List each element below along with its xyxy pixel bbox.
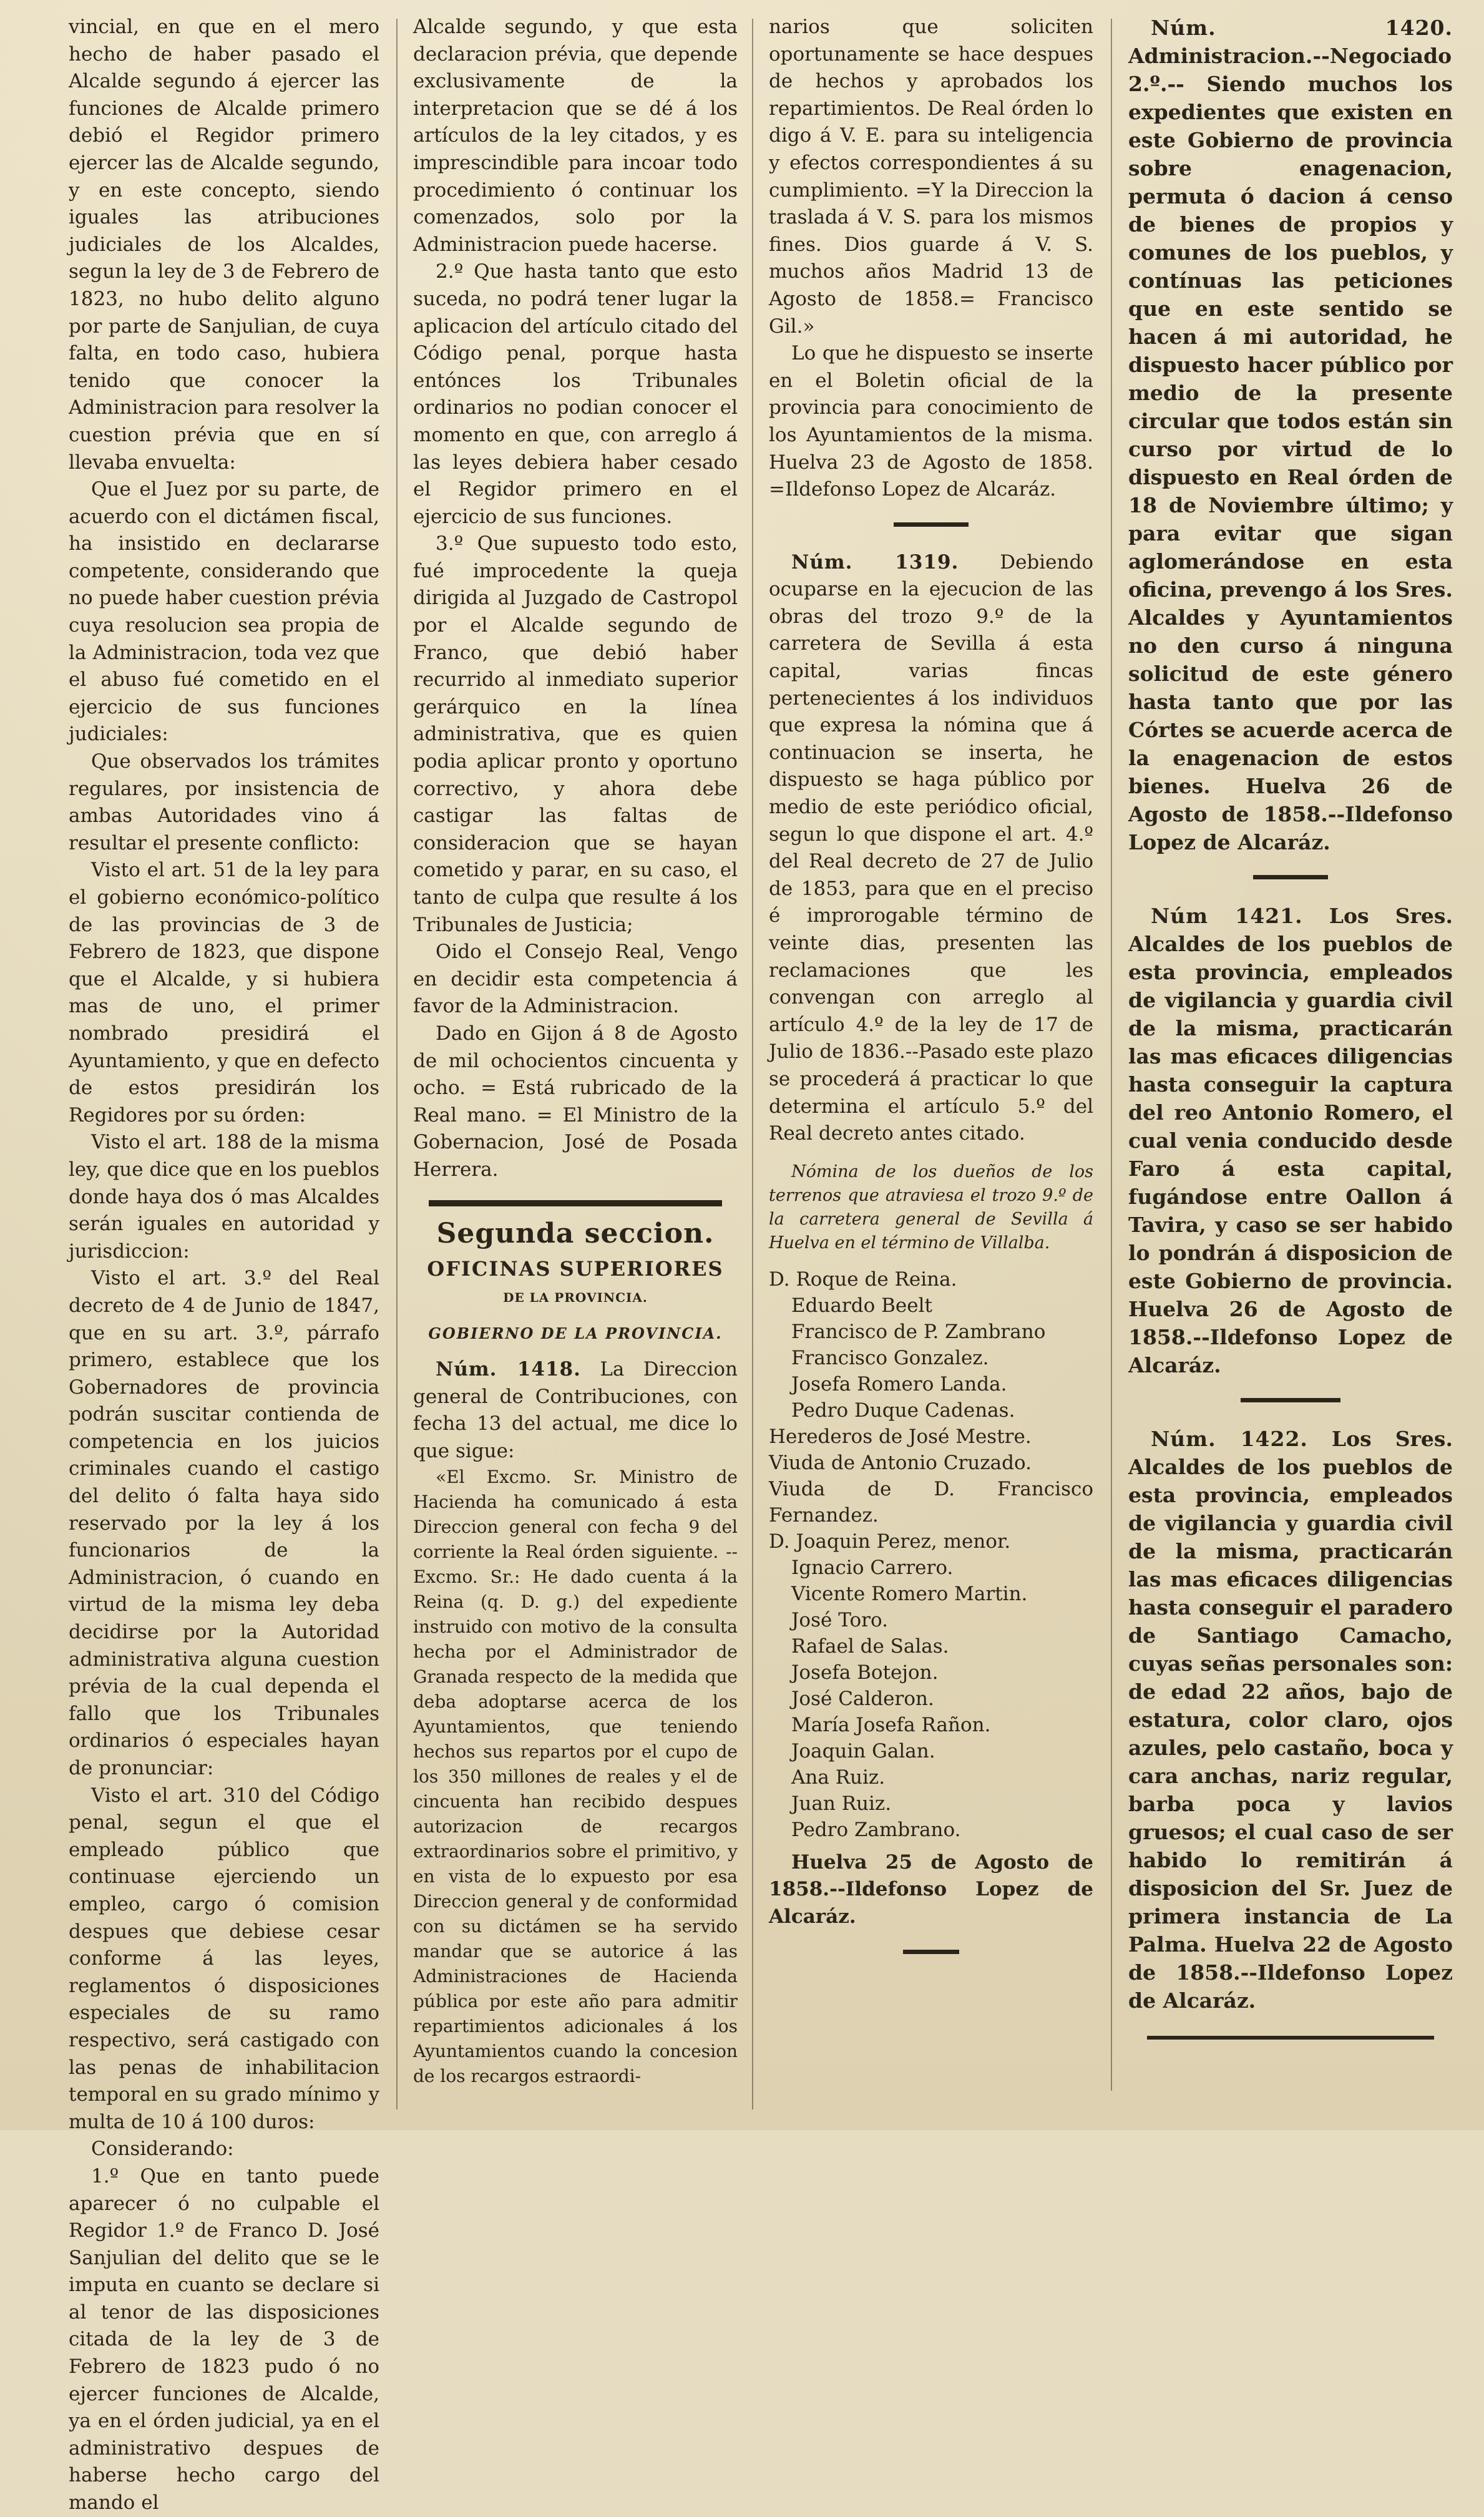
paragraph: Alcalde segundo, y que esta declaracion prévia, que depende exclusivamente de la interpretacion que se dé á los artículos de la ley citados, y es imprescindible para incoar todo procedimiento ó continuar los comenzados, solo por la Administracion puede hacerse.	[413, 16, 738, 256]
owners-list-title: Nómina de los dueños de los terrenos que atraviesa el trozo 9.º de la carretera general de Sevilla á Huelva en el término de Villalba.	[769, 1161, 1093, 1253]
notice-text: Administracion.--Negociado 2.º.-- Siendo muchos los expedientes que existen en este Gobierno de provincia sobre enagenacion, permuta ó dacion á censo de bienes de propios y comunes de los pueblos, y contínuas las peticiones que en este sentido se hacen á mi autoridad, he dispuesto hacer público por medio de la presente circular que todos están sin curso por virtud de lo dispuesto en Real órden de 18 de Noviembre último; y para evitar que sigan aglomerándose en esta oficina, prevengo á los Sres. Alcaldes y Ayuntamientos no den curso á ninguna solicitud de este género hasta tanto que por las Córtes se acuerde acerca de la enagenacion de estos bienes. Huelva 26 de Agosto de 1858.--Ildefonso Lopez de Alcaráz.	[1128, 44, 1453, 854]
paragraph: Considerando:	[91, 2138, 234, 2161]
owner-name: Joaquin Galan.	[791, 1739, 935, 1762]
owner-name: Juan Ruiz.	[791, 1792, 892, 1815]
paragraph: Visto el art. 188 de la misma ley, que dice que en los pueblos donde haya dos ó mas Alcaldes serán iguales en autoridad y jurisdiccion:	[69, 1131, 379, 1263]
paragraph: vincial, en que en el mero hecho de haber pasado el Alcalde segundo á ejercer las funciones de Alcalde primero debió el Regidor primero ejercer las de Alcalde segundo, y en este concepto, siendo iguales las atribuciones judiciales de los Alcaldes, segun la ley de 3 de Febrero de 1823, no hubo delito alguno por parte de Sanjulian, de cuya falta, en todo caso, hubiera tenido que conocer la Administracion para resolver la cuestion prévia que en sí llevaba envuelta:	[69, 16, 379, 474]
paragraph: 1.º Que en tanto puede aparecer ó no culpable el Regidor 1.º de Franco D. José Sanjulian del delito que se le imputa en cuanto se declare si al tenor de las disposiciones citada de la ley de 3 de Febrero de 1823 pudo ó no ejercer funciones de Alcalde, ya en el órden judicial, ya en el administrativo despues de haberse hecho cargo del mando el	[69, 2164, 379, 2515]
notice-separator	[1241, 1398, 1340, 1402]
office-heading: OFICINAS SUPERIORES	[427, 1257, 724, 1281]
signature-line: Huelva 25 de Agosto de 1858.--Ildefonso Lopez de Alcaráz.	[769, 1850, 1093, 1928]
owner-name: María Josefa Rañon.	[791, 1713, 991, 1736]
owner-name: Francisco Gonzalez.	[791, 1346, 989, 1369]
notice-text: La Direccion general de Contribuciones, con fecha 13 del actual, me dice lo que sigue:	[413, 1357, 738, 1462]
owner-name: Eduardo Beelt	[791, 1294, 932, 1317]
government-heading: GOBIERNO DE LA PROVINCIA.	[428, 1324, 723, 1343]
owner-name: Rafael de Salas.	[791, 1635, 949, 1658]
notice-number: Núm. 1420.	[1151, 16, 1453, 40]
owner-name: Ana Ruiz.	[791, 1766, 886, 1789]
column-3	[769, 14, 1093, 2092]
owner-name: Viuda de D. Francisco Fernandez.	[769, 1477, 1093, 1527]
notice-1319	[769, 549, 1093, 1148]
owners-list	[769, 1266, 1093, 1843]
notice-text: Los Sres. Alcaldes de los pueblos de esta provincia, empleados de vigilancia y guardia civil de la misma, practicarán las mas eficaces diligencias hasta conseguir el paradero de Santiago Camacho, cuyas señas personales son: de edad 22 años, bajo de estatura, color claro, ojos azules, pelo castaño, boca y cara anchas, nariz regular, barba poca y lavios gruesos; el cual caso de ser habido lo remitirán á disposicion del Sr. Juez de primera instancia de La Palma. Huelva 22 de Agosto de 1858.--Ildefonso Lopez de Alcaráz.	[1128, 1427, 1453, 2013]
paragraph: Visto el art. 3.º del Real decreto de 4 de Junio de 1847, que en su art. 3.º, párrafo primero, establece que los Gobernadores de provincia podrán suscitar contienda de competencia en los juicios criminales cuando el castigo del delito ó falta haya sido reservado por la ley á los funcionarios de la Administracion, ó cuando en virtud de la misma ley deba decidirse por la Autoridad administrativa alguna cuestion prévia de la cual dependa el fallo que los Tribunales ordinarios ó especiales hayan de pronunciar:	[69, 1267, 379, 1779]
paragraph: Lo que he dispuesto se inserte en el Boletin oficial de la provincia para conocimiento de los Ayuntamientos de la misma. Huelva 23 de Agosto de 1858. =Ildefonso Lopez de Alcaráz.	[769, 342, 1093, 501]
paragraph: narios que soliciten oportunamente se hace despues de hechos y aprobados los repartimientos. De Real órden lo digo á V. E. para su inteligencia y efectos correspondientes á su cumplimiento. =Y la Direccion la traslada á V. S. para los mismos fines. Dios guarde á V. S. muchos años Madrid 13 de Agosto de 1858.= Francisco Gil.»	[769, 16, 1093, 338]
paragraph: Visto el art. 310 del Código penal, segun el que el empleado público que continuase ejerciendo un empleo, cargo ó comision despues que debiese cesar conforme á las leyes, reglamentos ó disposiciones especiales de su ramo respectivo, será castigado con las penas de inhabilitacion temporal en su grado mínimo y multa de 10 á 100 duros:	[69, 1784, 379, 2133]
notice-1421	[1128, 902, 1453, 1379]
notice-number: Núm 1421.	[1151, 904, 1303, 928]
paragraph: Que el Juez por su parte, de acuerdo con el dictámen fiscal, ha insistido en declararse competente, considerando que no puede haber cuestion prévia cuya resolucion sea propia de la Administracion, toda vez que el abuso fué cometido en el ejercicio de sus funciones judiciales:	[69, 478, 379, 746]
owner-name: Herederos de José Mestre.	[769, 1425, 1032, 1448]
paragraph: Dado en Gijon á 8 de Agosto de mil ochocientos cincuenta y ocho. = Está rubricado de la Real mano. = El Ministro de la Gobernacion, José de Posada Herrera.	[413, 1022, 738, 1181]
column-divider	[752, 19, 753, 2109]
column-1	[69, 14, 379, 2515]
paragraph: Oido el Consejo Real, Vengo en decidir esta competencia á favor de la Administracion.	[413, 941, 738, 1018]
column-4	[1128, 14, 1453, 2092]
owner-name: Vicente Romero Martin.	[791, 1582, 1028, 1605]
paragraph: 2.º Que hasta tanto que esto suceda, no podrá tener lugar la aplicacion del artículo citado del Código penal, porque hasta entónces los Tribunales ordinarios no podian conocer el momento en que, con arreglo á las leyes debiera haber cesado el Regidor primero en el ejercicio de sus funciones.	[413, 260, 738, 528]
owner-name: Ignacio Carrero.	[791, 1556, 954, 1579]
owner-name: Viuda de Antonio Cruzado.	[769, 1451, 1032, 1474]
paragraph: 3.º Que supuesto todo esto, fué improcedente la queja dirigida al Juzgado de Castropol por el Alcalde segundo de Franco, que debió haber recurrido al inmediato superior gerárquico en la línea administrativa, que es quien podia aplicar pronto y oportuno correctivo, y ahora debe castigar las faltas de consideracion que se hayan cometido y parar, en su caso, el tanto de culpa que resulte á los Tribunales de Justicia;	[413, 532, 738, 936]
owner-name: D. Roque de Reina.	[769, 1268, 957, 1291]
owner-name: Josefa Botejon.	[791, 1661, 939, 1684]
owner-name: Pedro Zambrano.	[791, 1818, 961, 1841]
office-subheading: DE LA PROVINCIA.	[503, 1289, 648, 1305]
owner-name: José Toro.	[791, 1608, 888, 1631]
notice-1420	[1128, 14, 1453, 856]
column-divider	[1111, 19, 1112, 2091]
notice-number: Núm. 1418.	[436, 1357, 581, 1381]
notice-1422	[1128, 1425, 1453, 2015]
owner-name: José Calderon.	[791, 1687, 934, 1710]
notice-1418	[413, 1356, 738, 1465]
notice-text: Debiendo ocuparse en la ejecucion de las obras del trozo 9.º de la carretera de Sevilla á esta capital, varias fincas pertenecientes á los individuos que expresa la nómina que á continuacion se inserta, he dispuesto se haga público por medio de este periódico oficial, segun lo que dispone el art. 4.º del Real decreto de 27 de Julio de 1853, para que en el preciso é improrogable término de veinte dias, presenten las reclamaciones que les convengan con arreglo al artículo 4.º de la ley de 17 de Julio de 1836.--Pasado este plazo se procederá á practicar lo que determina el artículo 5.º del Real decreto antes citado.	[769, 550, 1093, 1145]
section-rule	[429, 1200, 722, 1206]
owner-name: Francisco de P. Zambrano	[791, 1320, 1046, 1343]
owner-name: Josefa Romero Landa.	[791, 1372, 1007, 1395]
column-end-rule	[1147, 2036, 1434, 2040]
column-2	[413, 14, 738, 2111]
section-heading: Segunda seccion.	[436, 1217, 715, 1249]
paragraph: Que observados los trámites regulares, por insistencia de ambas Autoridades vino á resultar el presente conflicto:	[69, 750, 379, 854]
owner-name: Pedro Duque Cadenas.	[791, 1399, 1015, 1422]
quoted-order: «El Excmo. Sr. Ministro de Hacienda ha comunicado á esta Direccion general con fecha 9 del corriente la Real órden siguiente. --Excmo. Sr.: He dado cuenta á la Reina (q. D. g.) del expediente instruido con motivo de la consulta hecha por el Administrador de Granada respecto de la medida que deba adoptarse acerca de los Ayuntamientos, que teniendo hechos sus repartos por el cupo de los 350 millones de reales y el de cincuenta han recibido despues autorizacion de recargos extraordinarios sobre el primitivo, y en vista de lo expuesto por esa Direccion general y de conformidad con su dictámen se ha servido mandar que se autorice á las Administraciones de Hacienda pública por este año para admitir repartimientos adicionales á los Ayuntamientos cuando la concesion de los recargos estraordi-	[413, 1467, 738, 2087]
column-divider	[396, 19, 398, 2109]
notice-number: Núm. 1422.	[1151, 1427, 1308, 1451]
notice-separator	[1253, 875, 1328, 879]
notice-number: Núm. 1319.	[791, 550, 959, 574]
notice-separator	[894, 522, 969, 527]
owner-name: D. Joaquin Perez, menor.	[769, 1530, 1011, 1553]
notice-separator	[903, 1950, 959, 1954]
paragraph: Visto el art. 51 de la ley para el gobierno económico-político de las provincias de 3 de Febrero de 1823, que dispone que el Alcalde, y si hubiera mas de uno, el primer nombrado presidirá el Ayuntamiento, y que en defecto de estos presidirán los Regidores por su órden:	[69, 859, 379, 1127]
notice-text: Los Sres. Alcaldes de los pueblos de esta provincia, empleados de vigilancia y guardia civil de la misma, practicarán las mas eficaces diligencias hasta conseguir la captura del reo Antonio Romero, el cual venia conducido desde Faro á esta capital, fugándose entre Oallon á Tavira, y caso se ser habido lo pondrán á disposicion de este Gobierno de provincia. Huelva 26 de Agosto de 1858.--Ildefonso Lopez de Alcaráz.	[1128, 904, 1453, 1377]
